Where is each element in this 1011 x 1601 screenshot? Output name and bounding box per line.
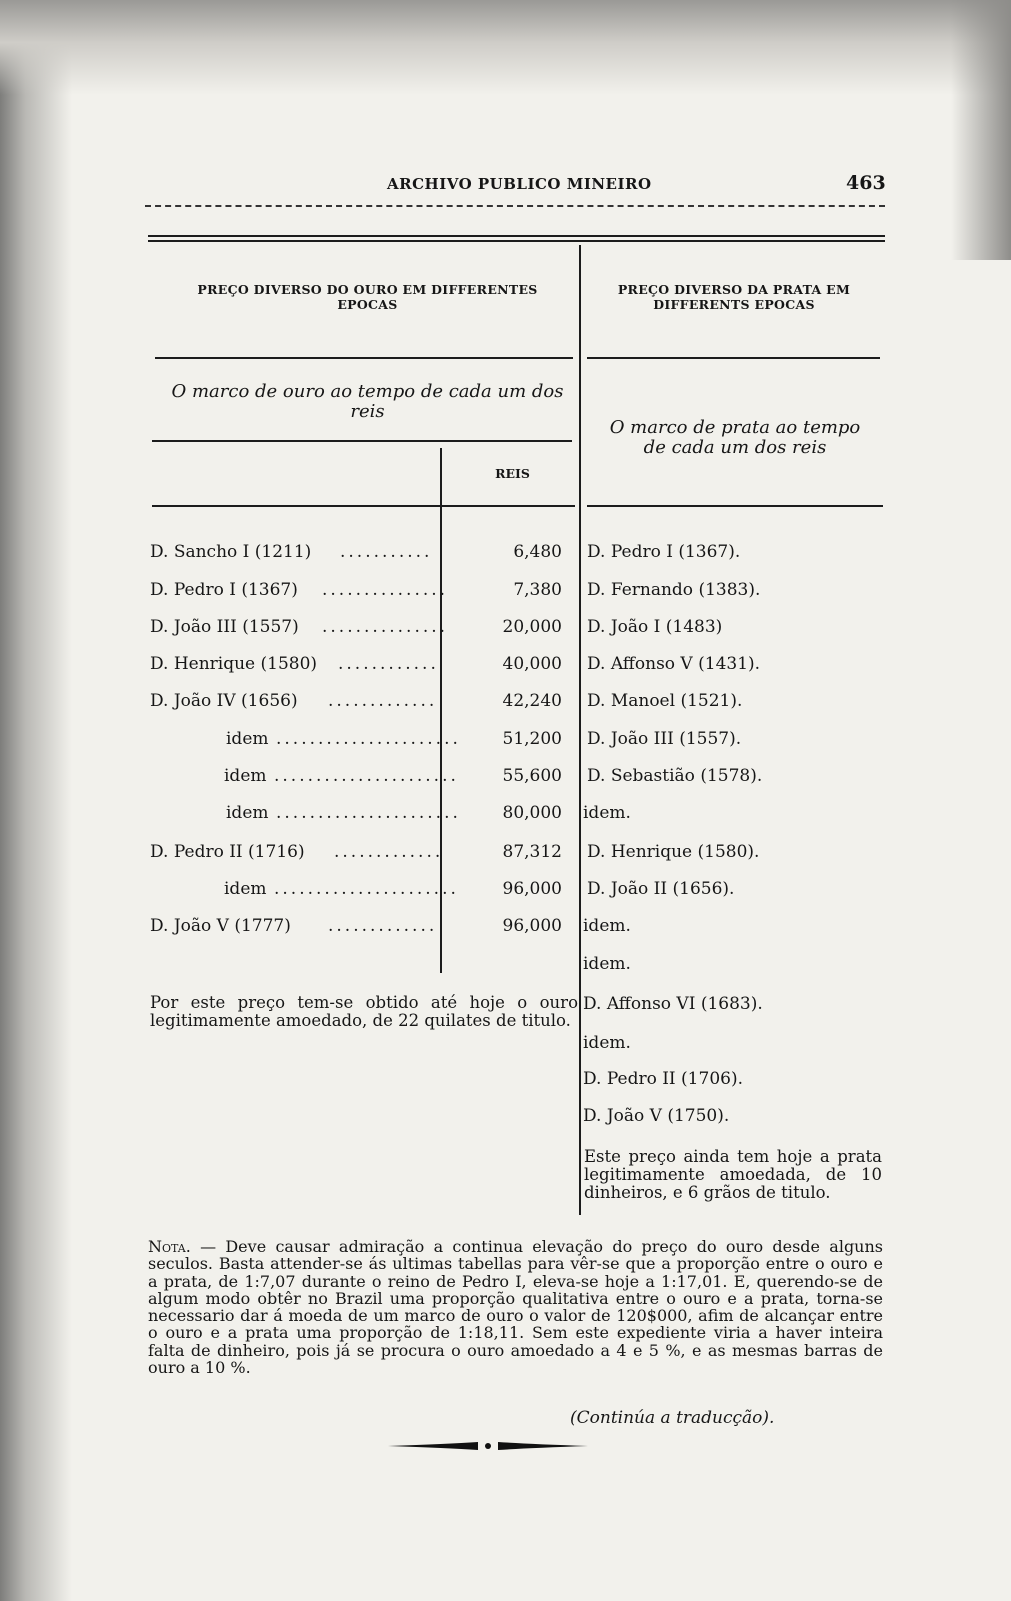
silver-row: D. Henrique (1580). xyxy=(587,842,760,862)
nota-label: Nota. xyxy=(148,1237,191,1256)
king-name: D. João III (1557) xyxy=(150,617,299,637)
gold-column-heading: PREÇO DIVERSO DO OURO EM DIFFERENTES EPOCAS xyxy=(197,282,538,312)
gold-price: 20,000 xyxy=(502,617,562,637)
table-row xyxy=(0,654,570,680)
gold-price: 6,480 xyxy=(513,542,562,562)
table-row xyxy=(0,580,570,606)
silver-row: D. João I (1483) xyxy=(587,617,723,637)
leader-dots: ...................... xyxy=(274,879,459,899)
leader-dots: ............... xyxy=(322,617,449,637)
leader-dots: ............. xyxy=(334,842,444,862)
silver-row: D. Pedro II (1706). xyxy=(583,1069,743,1089)
reis-column-heading: REIS xyxy=(495,466,530,481)
gold-price: 42,240 xyxy=(502,691,562,711)
leader-dots: ........... xyxy=(340,542,433,562)
table-row xyxy=(0,691,570,717)
gold-price: 96,000 xyxy=(502,916,562,936)
nota-text: — Deve causar admiração a continua elevação do preço do ouro desde alguns seculos. Basta attender-se ás ultimas tabellas para vêr-se que a proporção entre o ouro e a prata, de 1:7,07 durante o reino de Pedro I, eleva-se hoje a 1:17,01. E, querendo-se de algum modo obtêr no Brazil uma proporção qualitativa entre o ouro e a prata, torna-se necessario dar á moeda de um marco de ouro o valor de 120$000, afim de alcançar entre o ouro e a prata uma proporção de 1:18,11. Sem este expediente viria a haver inteira falta de dinheiro, pois já se procura o ouro amoedado a 4 e 5 %, e as mesmas barras de ouro a 10 %. xyxy=(148,1237,883,1378)
gold-price: 55,600 xyxy=(502,766,562,786)
table-row xyxy=(0,729,570,755)
gold-price: 51,200 xyxy=(502,729,562,749)
scan-shadow-top xyxy=(0,0,1011,95)
silver-row: D. Affonso VI (1683). xyxy=(583,994,763,1014)
silver-note: Este preço ainda tem hoje a prata legitimamente amoedada, de 10 dinheiros, e 6 grãos de titulo. xyxy=(584,1147,882,1202)
silver-row: D. Manoel (1521). xyxy=(587,691,743,711)
leader-dots: ...................... xyxy=(276,729,461,749)
silver-column-heading: PREÇO DIVERSO DA PRATA EM DIFFERENTS EPOCAS xyxy=(617,282,851,312)
left-column-head-rule xyxy=(152,505,575,507)
table-row xyxy=(0,617,570,643)
gold-price: 87,312 xyxy=(502,842,562,862)
left-subheading-rule xyxy=(152,440,572,442)
silver-row: D. Fernando (1383). xyxy=(587,580,761,600)
king-name: idem xyxy=(224,766,267,786)
table-row xyxy=(0,766,570,792)
leader-dots: ............. xyxy=(328,916,438,936)
leader-dots: ............. xyxy=(328,691,438,711)
leader-dots: ............ xyxy=(338,654,439,674)
king-name: idem xyxy=(224,879,267,899)
king-name: D. Pedro II (1716) xyxy=(150,842,305,862)
table-top-rule-2 xyxy=(148,240,885,242)
silver-row: D. Affonso V (1431). xyxy=(587,654,761,674)
king-name: idem xyxy=(226,729,269,749)
left-heading-rule xyxy=(155,357,573,359)
header-rule xyxy=(145,205,885,207)
continua-line: (Continúa a traducção). xyxy=(570,1408,775,1428)
leader-dots: ............... xyxy=(322,580,449,600)
silver-row: D. João III (1557). xyxy=(587,729,742,749)
right-heading-rule xyxy=(587,357,880,359)
king-name: D. Sancho I (1211) xyxy=(150,542,312,562)
gold-price: 7,380 xyxy=(513,580,562,600)
silver-row: D. João II (1656). xyxy=(587,879,735,899)
silver-subheading: O marco de prata ao tempo de cada um dos reis xyxy=(609,417,861,458)
running-head: ARCHIVO PUBLICO MINEIRO xyxy=(387,175,652,193)
right-column-head-rule xyxy=(587,505,883,507)
king-name: D. João IV (1656) xyxy=(150,691,298,711)
gold-price: 96,000 xyxy=(502,879,562,899)
leader-dots: ...................... xyxy=(276,803,461,823)
silver-row: D. Sebastião (1578). xyxy=(587,766,763,786)
table-row xyxy=(0,842,570,868)
table-top-rule xyxy=(148,235,885,237)
gold-price: 40,000 xyxy=(502,654,562,674)
silver-row: idem. xyxy=(583,1033,631,1053)
silver-row: idem. xyxy=(583,916,631,936)
column-divider xyxy=(579,245,581,1215)
table-row xyxy=(0,542,570,568)
silver-row: D. Pedro I (1367). xyxy=(587,542,741,562)
page-number: 463 xyxy=(846,172,886,194)
silver-row: idem. xyxy=(583,954,631,974)
king-name: idem xyxy=(226,803,269,823)
silver-row: idem. xyxy=(583,803,631,823)
table-row xyxy=(0,803,570,829)
leader-dots: ...................... xyxy=(274,766,459,786)
king-name: D. João V (1777) xyxy=(150,916,291,936)
gold-price: 80,000 xyxy=(502,803,562,823)
king-name: D. Henrique (1580) xyxy=(150,654,318,674)
table-row xyxy=(0,879,570,905)
table-row xyxy=(0,916,570,942)
king-name: D. Pedro I (1367) xyxy=(150,580,298,600)
gold-note: Por este preço tem-se obtido até hoje o ouro legitimamente amoedado, de 22 quilates de titulo. xyxy=(150,993,578,1030)
nota-paragraph xyxy=(148,1238,883,1376)
scan-shadow-right xyxy=(951,0,1011,260)
gold-subheading: O marco de ouro ao tempo de cada um dos reis xyxy=(171,381,564,422)
silver-row: D. João V (1750). xyxy=(583,1106,730,1126)
scan-shadow-left xyxy=(0,0,72,1601)
ornament-rule xyxy=(388,1440,588,1452)
